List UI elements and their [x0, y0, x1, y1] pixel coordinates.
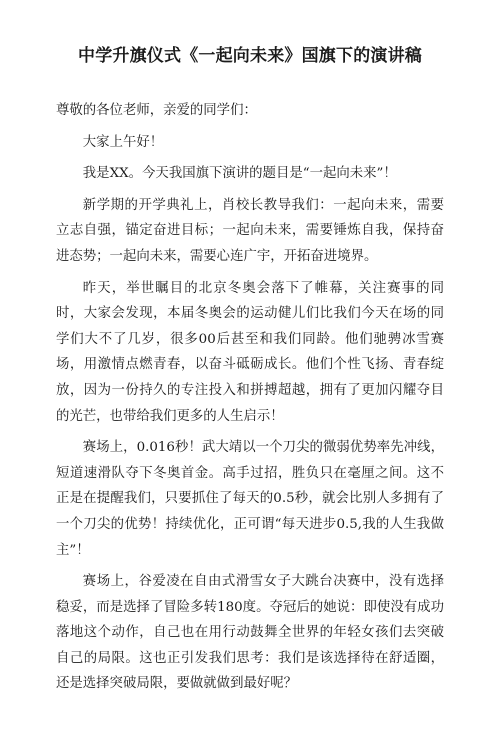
body-paragraph: 昨天，举世瞩目的北京冬奥会落下了帷幕，关注赛事的同时，大家会发现，本届冬奥会的运动健儿们比我们今天在场的同学们大不了几岁，很多00后甚至和我们同龄。他们驰骋冰雪赛场，用激情点燃青春，以奋斗砥砺成长。他们个性飞扬、青春绽放，因为一份持久的专注投入和拼搏超越，拥有了更加闪耀夺目的光芒，也带给我们更多的人生启示！ — [56, 280, 444, 424]
intro-paragraph: 我是XX。今天我国旗下演讲的题目是“一起向未来”！ — [82, 166, 397, 182]
document-title: 中学升旗仪式《一起向未来》国旗下的演讲稿 — [78, 46, 422, 66]
body-paragraph: 新学期的开学典礼上，肖校长教导我们：一起向未来，需要立志自强，锚定奋进目标；一起向未来，需要锤炼自我，保持奋进态势；一起向未来，需要心连广宇，开拓奋进境界。 — [56, 197, 444, 264]
document-body — [56, 98, 444, 697]
body-paragraph: 赛场上，0.016秒！武大靖以一个刀尖的微弱优势率先冲线，短道速滑队夺下冬奥首金。高手过招，胜负只在毫厘之间。这不正是在提醒我们，只要抓住了每天的0.5秒，就会比别人多拥有了一个刀尖的优势！持续优化，正可谓“每天进步0.5,我的人生我做主”！ — [56, 440, 444, 558]
body-paragraph: 赛场上，谷爱凌在自由式滑雪女子大跳台决赛中，没有选择稳妥，而是选择了冒险多转180度。夺冠后的她说：即使没有成功落地这个动作，自己也在用行动鼓舞全世界的年轻女孩们去突破自己的局限。这也正引发我们思考：我们是该选择待在舒适圈，还是选择突破局限，要做就做到最好呢？ — [56, 574, 444, 692]
salutation-paragraph: 尊敬的各位老师，亲爱的同学们： — [56, 103, 257, 118]
greeting-paragraph: 大家上午好！ — [82, 134, 164, 150]
